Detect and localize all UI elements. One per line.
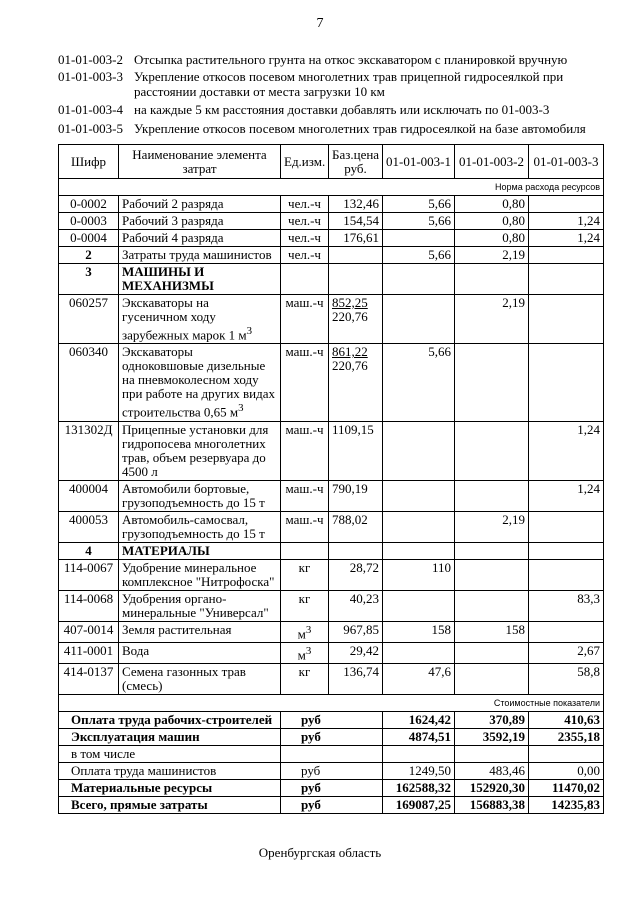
row-col2: 2,19 (455, 511, 529, 542)
section-code: 4 (59, 542, 119, 559)
total-label: Эксплуатация машин (59, 729, 281, 746)
description-text: Укрепление откосов посевом многолетних трав прицепной гидросеялкой при расстоянии доставки от места загрузки 10 км (134, 69, 564, 99)
row-unit: маш.-ч (281, 295, 329, 344)
row-price (329, 344, 383, 421)
row-price: 28,72 (329, 559, 383, 590)
description-line (58, 102, 618, 117)
row-unit: чел.-ч (281, 196, 329, 213)
row-code: 414-0137 (59, 664, 119, 695)
row-price: 176,61 (329, 230, 383, 247)
row-price: 132,46 (329, 196, 383, 213)
price-bottom: 220,76 (332, 309, 368, 324)
row-name: Затраты труда машинистов (119, 247, 281, 264)
table-row (59, 196, 604, 213)
row-col2: 2,19 (455, 295, 529, 344)
table-row (59, 621, 604, 642)
unit-text: м (297, 625, 306, 641)
superscript: 3 (305, 623, 312, 636)
superscript: 3 (305, 644, 312, 657)
row-col3 (529, 247, 604, 264)
row-unit: чел.-ч (281, 247, 329, 264)
row-unit: маш.-ч (281, 421, 329, 480)
total-col1: 169087,25 (383, 797, 455, 814)
table-row (59, 213, 604, 230)
row-col1 (383, 590, 455, 621)
total-col3: 410,63 (529, 712, 604, 729)
total-col1: 162588,32 (383, 780, 455, 797)
total-col3: 11470,02 (529, 780, 604, 797)
table-row (59, 421, 604, 480)
section-code: 3 (59, 264, 119, 295)
description-code: 01-01-003-5 (58, 121, 123, 136)
row-code: 2 (59, 247, 119, 264)
row-col1 (383, 295, 455, 344)
table-row (59, 559, 604, 590)
total-col2: 483,46 (455, 763, 529, 780)
total-unit: руб (281, 712, 383, 729)
total-row (59, 746, 604, 763)
unit-text: м (297, 647, 306, 663)
row-col1: 5,66 (383, 213, 455, 230)
row-col1: 5,66 (383, 247, 455, 264)
description-code: 01-01-003-4 (58, 102, 123, 117)
row-col3 (529, 295, 604, 344)
row-code: 060257 (59, 295, 119, 344)
row-unit: кг (281, 559, 329, 590)
row-name (119, 344, 281, 421)
row-col3: 1,24 (529, 421, 604, 480)
row-col3: 1,24 (529, 213, 604, 230)
row-name: Земля растительная (119, 621, 281, 642)
row-col2 (455, 642, 529, 663)
row-col2: 2,19 (455, 247, 529, 264)
row-code: 114-0068 (59, 590, 119, 621)
row-unit: маш.-ч (281, 344, 329, 421)
row-unit (281, 621, 329, 642)
row-col2: 0,80 (455, 196, 529, 213)
row-price: 40,23 (329, 590, 383, 621)
price-top: 852,25 (332, 295, 368, 310)
row-name: Удобрения органо-минеральные "Универсал" (119, 590, 281, 621)
total-col2: 370,89 (455, 712, 529, 729)
row-col2 (455, 559, 529, 590)
section-title: МАТЕРИАЛЫ (119, 542, 281, 559)
cost-label: Стоимостные показатели (59, 695, 604, 712)
row-code: 400053 (59, 511, 119, 542)
total-col1: 4874,51 (383, 729, 455, 746)
row-col1 (383, 480, 455, 511)
row-name: Рабочий 3 разряда (119, 213, 281, 230)
total-label: Материальные ресурсы (59, 780, 281, 797)
total-row (59, 780, 604, 797)
row-col1: 110 (383, 559, 455, 590)
section-title: МАШИНЫ И МЕХАНИЗМЫ (119, 264, 281, 295)
total-unit: руб (281, 780, 383, 797)
total-col3 (529, 746, 604, 763)
page-number: 7 (316, 16, 324, 31)
description-text: на каждые 5 км расстояния доставки добавлять или исключать по 01-003-3 (134, 102, 550, 117)
row-col2 (455, 421, 529, 480)
row-unit: чел.-ч (281, 213, 329, 230)
section-row (59, 542, 604, 559)
norm-label: Норма расхода ресурсов (59, 179, 604, 196)
table-row (59, 247, 604, 264)
header-code: Шифр (59, 145, 119, 179)
row-col1 (383, 230, 455, 247)
row-col3: 58,8 (529, 664, 604, 695)
table-row (59, 590, 604, 621)
row-price: 154,54 (329, 213, 383, 230)
row-name (119, 295, 281, 344)
row-price (329, 295, 383, 344)
total-col2: 152920,30 (455, 780, 529, 797)
total-row (59, 729, 604, 746)
row-col3 (529, 621, 604, 642)
row-unit: кг (281, 664, 329, 695)
row-name: Автомобили бортовые, грузоподъемность до 15 т (119, 480, 281, 511)
header-row (59, 145, 604, 179)
total-col2: 3592,19 (455, 729, 529, 746)
total-col3: 2355,18 (529, 729, 604, 746)
row-name-text: Экскаваторы одноковшовые дизельные на пневмоколесном ходу при работе на других видах строительства 0,65 м (122, 344, 276, 420)
total-unit (281, 746, 383, 763)
row-name: Рабочий 4 разряда (119, 230, 281, 247)
row-code: 0-0003 (59, 213, 119, 230)
total-col2 (455, 746, 529, 763)
price-bottom: 220,76 (332, 358, 368, 374)
row-unit: маш.-ч (281, 480, 329, 511)
header-col2: 01-01-003-2 (455, 145, 529, 179)
row-code: 114-0067 (59, 559, 119, 590)
description-code: 01-01-003-3 (58, 69, 123, 84)
footer-region: Оренбургская область (258, 845, 382, 860)
table-row (59, 511, 604, 542)
row-col1 (383, 642, 455, 663)
resource-table (58, 144, 604, 814)
norm-label-row (59, 179, 604, 196)
row-price: 967,85 (329, 621, 383, 642)
total-col1: 1624,42 (383, 712, 455, 729)
row-unit: чел.-ч (281, 230, 329, 247)
total-row (59, 763, 604, 780)
row-col3: 83,3 (529, 590, 604, 621)
row-price (329, 247, 383, 264)
total-col2: 156883,38 (455, 797, 529, 814)
total-col1 (383, 746, 455, 763)
row-price: 136,74 (329, 664, 383, 695)
row-col1 (383, 421, 455, 480)
row-col2: 158 (455, 621, 529, 642)
row-code: 411-0001 (59, 642, 119, 663)
total-unit: руб (281, 763, 383, 780)
total-col3: 0,00 (529, 763, 604, 780)
row-col2 (455, 344, 529, 421)
row-code: 060340 (59, 344, 119, 421)
section-row (59, 264, 604, 295)
row-name: Прицепные установки для гидропосева многолетних трав, объем резервуара до 4500 л (119, 421, 281, 480)
row-code: 131302Д (59, 421, 119, 480)
row-col3 (529, 344, 604, 421)
cost-label-row (59, 695, 604, 712)
total-row (59, 797, 604, 814)
row-col3 (529, 196, 604, 213)
row-code: 0-0002 (59, 196, 119, 213)
table-row (59, 344, 604, 421)
row-col3 (529, 511, 604, 542)
header-name: Наименование элемента затрат (119, 145, 281, 179)
row-col3: 1,24 (529, 480, 604, 511)
row-name: Автомобиль-самосвал, грузоподъемность до 15 т (119, 511, 281, 542)
row-col2: 0,80 (455, 213, 529, 230)
row-price: 788,02 (329, 511, 383, 542)
total-label: Всего, прямые затраты (59, 797, 281, 814)
header-unit: Ед.изм. (281, 145, 329, 179)
row-name: Вода (119, 642, 281, 663)
total-unit: руб (281, 729, 383, 746)
total-row (59, 712, 604, 729)
description-line (58, 69, 618, 99)
row-name: Рабочий 2 разряда (119, 196, 281, 213)
header-col3: 01-01-003-3 (529, 145, 604, 179)
row-col3: 1,24 (529, 230, 604, 247)
table-row (59, 295, 604, 344)
row-col1 (383, 511, 455, 542)
row-name-text: Экскаваторы на гусеничном ходу зарубежных марок 1 м (122, 295, 247, 343)
row-code: 400004 (59, 480, 119, 511)
table-row (59, 230, 604, 247)
row-col3 (529, 559, 604, 590)
total-col1: 1249,50 (383, 763, 455, 780)
total-col3: 14235,83 (529, 797, 604, 814)
row-price: 29,42 (329, 642, 383, 663)
row-code: 0-0004 (59, 230, 119, 247)
row-col1: 5,66 (383, 344, 455, 421)
row-col1: 158 (383, 621, 455, 642)
description-text: Укрепление откосов посевом многолетних трав гидросеялкой на базе автомобиля (134, 121, 586, 136)
header-price: Баз.цена руб. (329, 145, 383, 179)
row-price: 790,19 (329, 480, 383, 511)
description-code: 01-01-003-2 (58, 52, 123, 67)
total-label: в том числе (59, 746, 281, 763)
table-row (59, 480, 604, 511)
superscript: 3 (238, 402, 244, 415)
row-col1: 5,66 (383, 196, 455, 213)
header-col1: 01-01-003-1 (383, 145, 455, 179)
description-text: Отсыпка растительного грунта на откос экскаватором с планировкой вручную (134, 52, 568, 67)
total-label: Оплата труда машинистов (59, 763, 281, 780)
row-col2: 0,80 (455, 230, 529, 247)
row-col2 (455, 664, 529, 695)
row-col3: 2,67 (529, 642, 604, 663)
row-col2 (455, 590, 529, 621)
row-unit: кг (281, 590, 329, 621)
row-name: Удобрение минеральное комплексное "Нитрофоска" (119, 559, 281, 590)
row-unit (281, 642, 329, 663)
description-line (58, 52, 618, 67)
row-col2 (455, 480, 529, 511)
superscript: 3 (246, 325, 253, 337)
price-top: 861,22 (332, 344, 368, 360)
row-code: 407-0014 (59, 621, 119, 642)
row-price: 1109,15 (329, 421, 383, 480)
row-name: Семена газонных трав (смесь) (119, 664, 281, 695)
total-unit: руб (281, 797, 383, 814)
table-row (59, 664, 604, 695)
total-label: Оплата труда рабочих-строителей (59, 712, 281, 729)
row-unit: маш.-ч (281, 511, 329, 542)
row-col1: 47,6 (383, 664, 455, 695)
table-row (59, 642, 604, 663)
description-line (58, 121, 618, 136)
